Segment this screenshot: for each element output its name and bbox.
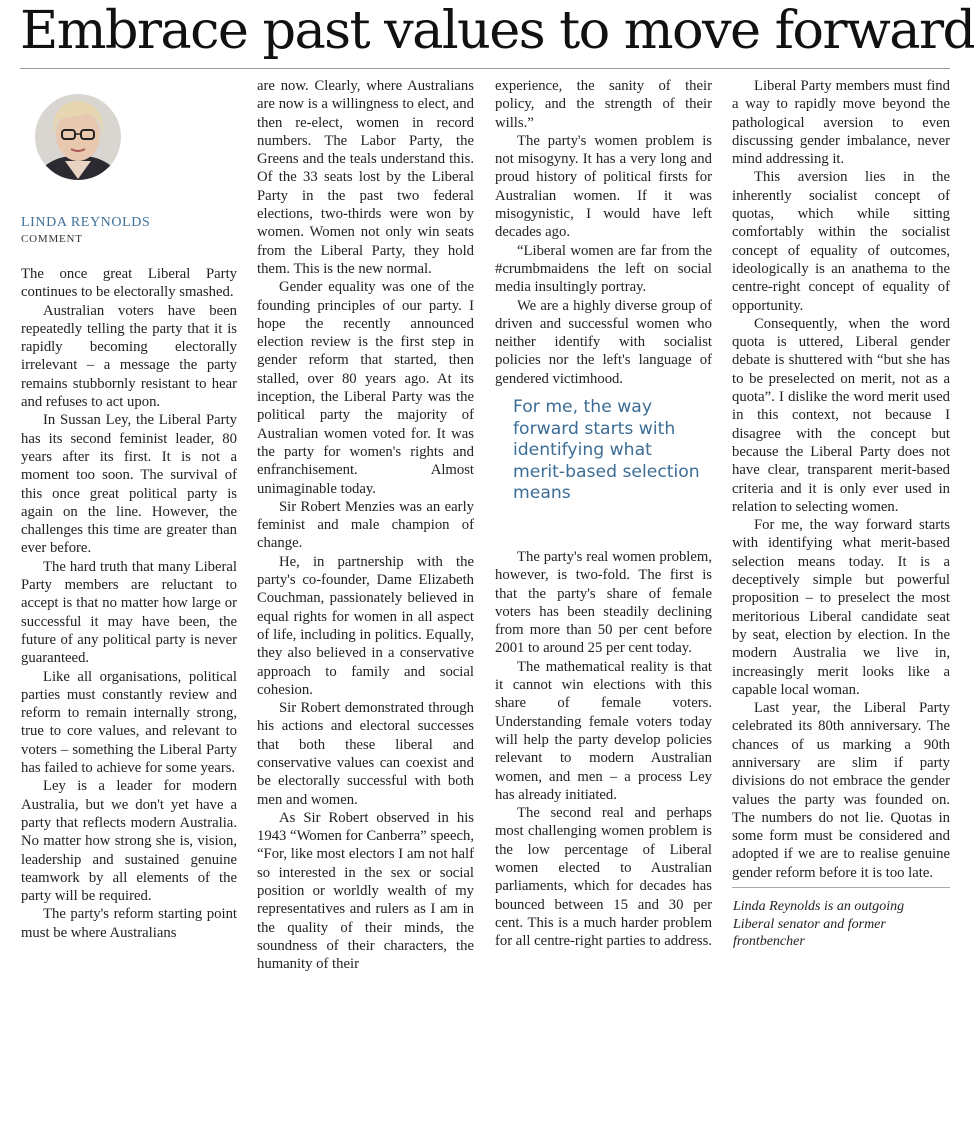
paragraph: Last year, the Liberal Party celebrated its 80th anniversary. The chances of us marking a 90th anniversary are slim if party divisions do not embrace the gender values the party was founded on. The numbers do not lie. Quotas in some form must be considered and adopted if we are to realise genuine gender reform before it is too late.: [732, 700, 950, 881]
article-column-2: [257, 77, 474, 973]
article-column-3-bottom: [495, 548, 712, 968]
paragraph: This aversion lies in the inherently socialist concept of quotas, which while sitting comfortably within the socialist concept of equality of outcomes, ideologically is an anathema to the centre-right concept of equality of opportunity.: [732, 169, 950, 314]
paragraph: The party's women problem is not misogyny. It has a very long and proud history of political firsts for Australian women. If it was misogynistic, I would have left decades ago.: [495, 132, 712, 241]
paragraph: In Sussan Ley, the Liberal Party has its second feminist leader, 80 years after its first. It is not a moment too soon. The survival of this once great political party is again on the line. However, the challenges this time are greater than ever before.: [21, 412, 237, 557]
article-column-1: [21, 265, 237, 1145]
paragraph: Like all organisations, political parties must constantly review and reform to remain internally strong, true to core values, and relevant to voters – something the Liberal Party has failed to achieve for some years.: [21, 668, 237, 777]
author-footnote: Linda Reynolds is an outgoing Liberal senator and former frontbencher: [733, 899, 905, 949]
paragraph: The mathematical reality is that it cannot win elections with this share of female voters. Understanding female voters today will help the party develop policies relevant to modern Australian women, and men – a process Ley has already initiated.: [495, 658, 712, 803]
paragraph: Sir Robert Menzies was an early feminist and male champion of change.: [257, 498, 474, 552]
paragraph: The hard truth that many Liberal Party members are reluctant to accept is that no matter how large or successful it may have been, the future of any political party is never guaranteed.: [21, 558, 237, 667]
author-portrait: [35, 83, 121, 191]
paragraph: We are a highly diverse group of driven and successful women who neither identify with socialist policies nor the left's language of gendered victimhood.: [495, 297, 712, 387]
paragraph: Gender equality was one of the founding principles of our party. I hope the recently announced election review is the first step in gender reform that started, then stalled, over 80 years ago. At its inception, the Liberal Party was the political party the majority of Australian women voted for. It was the party for women's rights and enfranchisement. Almost unimaginable today.: [257, 279, 474, 497]
byline: [21, 215, 150, 245]
paragraph: The party's real women problem, however, is two-fold. The first is that the party's share of female voters has been steadily declining from more than 50 per cent before 2001 to around 25 per cent today.: [495, 549, 712, 657]
paragraph: Australian voters have been repeatedly telling the party that it is rapidly becoming electorally irrelevant – a message the party remains stubbornly resistant to hear and refuses to act upon.: [21, 302, 237, 411]
paragraph: The party's reform starting point must be where Australians: [21, 906, 237, 941]
headline-rule: [20, 68, 950, 69]
headline: Embrace past values to move forward: [20, 0, 974, 61]
article-column-4: [732, 77, 950, 887]
paragraph: The once great Liberal Party continues to be electorally smashed.: [21, 266, 237, 301]
author-name: LINDA REYNOLDS: [21, 215, 151, 230]
paragraph: Liberal Party members must find a way to rapidly move beyond the pathological aversion to even discussing gender imbalance, never mind addressing it.: [732, 78, 950, 168]
paragraph: As Sir Robert observed in his 1943 “Women for Canberra” speech, “For, like most electors I am not half so interested in the sex or social position or worldly wealth of my representatives and rulers as I am in the quality of their minds, the soundness of their characters, the humanity of their: [257, 809, 474, 973]
paragraph: “Liberal women are far from the #crumbmaidens the left on social media insultingly portray.: [495, 242, 712, 296]
paragraph: He, in partnership with the party's co-founder, Dame Elizabeth Couchman, passionately believed in equal rights for women in all aspect of life, including in politics. Equally, they also believed in a conservative approach to family and social cohesion.: [257, 553, 474, 698]
section-label: COMMENT: [21, 233, 83, 245]
article-column-3-top: [495, 77, 712, 387]
paragraph: Consequently, when the word quota is uttered, Liberal gender debate is shuttered with “but she has to be preselected on merit, not as a quota”. I dislike the word merit used in this context, not because I disagree with the concept but because the Liberal Party does not have clear, transparent merit-based criteria and it is only ever used in relation to selecting women.: [732, 315, 950, 515]
footnote-rule: [732, 887, 950, 888]
paragraph: experience, the sanity of their policy, and the strength of their wills.”: [495, 78, 712, 131]
paragraph: For me, the way forward starts with identifying what merit-based selection means today. It is a deceptively simple but powerful proposition – to preselect the most meritorious Liberal candidate seat by seat, election by election. In the modern Australia we live in, increasingly merit looks like a capable local woman.: [732, 517, 950, 698]
paragraph: Ley is a leader for modern Australia, but we don't yet have a party that reflects modern Australia. No matter how strong she is, vision, leadership and sustained genuine teamwork by all elements of the party will be required.: [21, 778, 237, 905]
paragraph: The second real and perhaps most challenging women problem is the low percentage of Liberal women elected to Australian parliaments, which for decades has bounced between 15 and 30 per cent. This is a much harder problem for all centre-right parties to address.: [495, 805, 712, 950]
pull-quote: For me, the way forward starts with identifying what merit-based selection means: [513, 397, 700, 503]
paragraph: Sir Robert demonstrated through his actions and electoral successes that both these liberal and conservative values can coexist and be electorally successful with both men and women.: [257, 700, 474, 808]
paragraph: are now. Clearly, where Australians are now is a willingness to elect, and then re-elect, women in record numbers. The Labor Party, the Greens and the teals understand this. Of the 33 seats lost by the Liberal Party in the past two federal elections, two-thirds were won by women. Women not only win seats from the Liberal Party, they hold them. This is the new normal.: [257, 78, 474, 277]
